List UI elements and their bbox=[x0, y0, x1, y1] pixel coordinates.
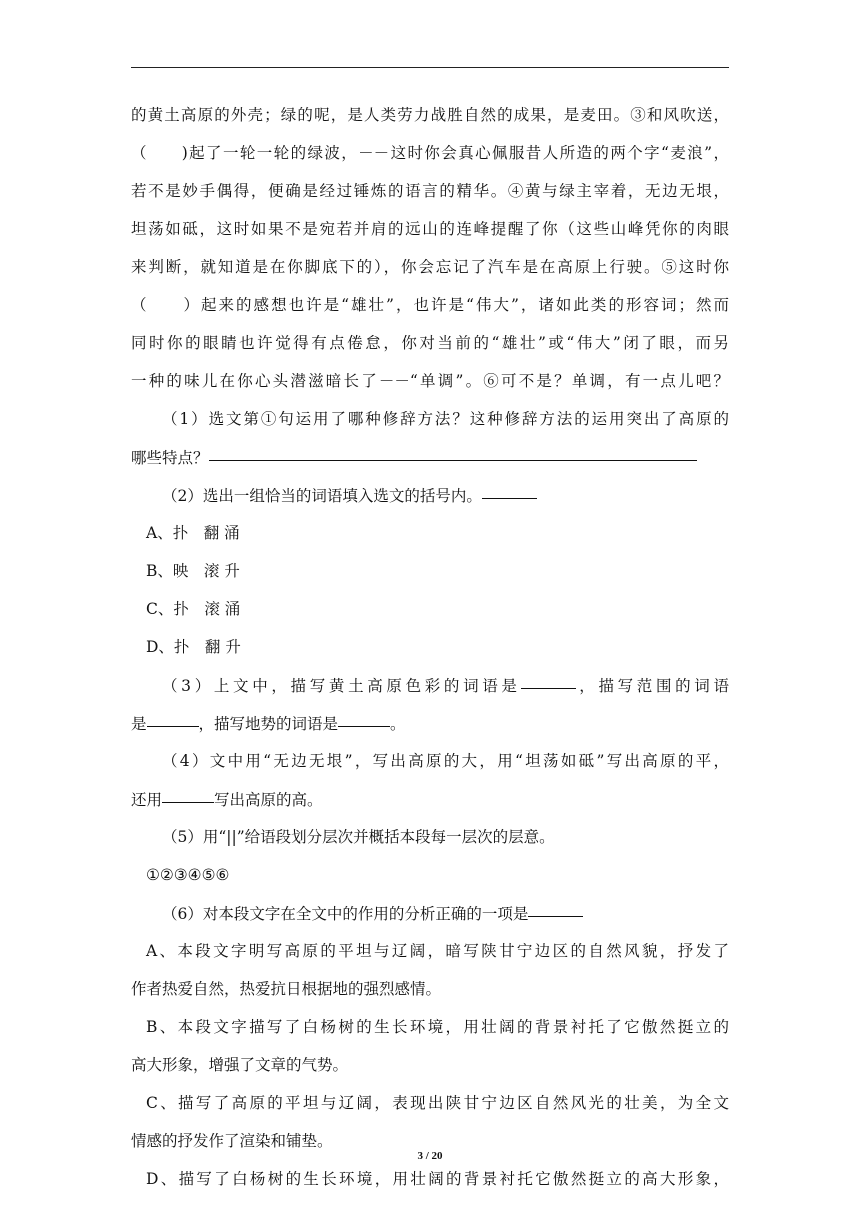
question-3-line-2 bbox=[131, 704, 729, 742]
passage-line: 同时你的眼睛也许觉得有点倦怠，你对当前的“雄壮”或“伟大”闭了眼，而另 bbox=[131, 334, 729, 352]
question-5-stem: （5）用“||”给语段划分层次并概括本段每一层次的层意。 bbox=[162, 828, 555, 846]
answer-blank[interactable] bbox=[528, 892, 583, 917]
passage-line: （ )起了一轮一轮的绿波，－－这时你会真心佩服昔人所造的两个字“麦浪”， bbox=[131, 144, 729, 162]
question-2-stem bbox=[131, 476, 729, 514]
answer-blank[interactable] bbox=[209, 436, 697, 461]
option-d-line-1: D、描写了白杨树的生长环境，用壮阔的背景衬托它傲然挺立的高大形象， bbox=[146, 1170, 729, 1188]
option-b-line-1: B、本段文字描写了白杨树的生长环境，用壮阔的背景衬托了它傲然挺立的 bbox=[146, 1018, 729, 1036]
option-d: D、扑 翻 升 bbox=[146, 638, 241, 656]
option-a: A、扑 翻 涌 bbox=[146, 524, 240, 542]
question-1-text: 哪些特点？ bbox=[131, 449, 209, 467]
question-3-stem bbox=[131, 666, 729, 704]
sentence-sequence: ①②③④⑤⑥ bbox=[146, 866, 230, 884]
option-a-line-2: 作者热爱自然，热爱抗日根据地的强烈感情。 bbox=[131, 980, 442, 998]
answer-blank[interactable] bbox=[162, 778, 214, 803]
question-4-text: 写出高原的高。 bbox=[214, 791, 323, 809]
question-4-line-2 bbox=[131, 780, 729, 818]
page-number: 3 / 20 bbox=[417, 1150, 443, 1162]
question-3-text: 是 bbox=[131, 715, 147, 733]
option-b: B、映 滚 升 bbox=[146, 562, 240, 580]
question-3-text: ，描写范围的词语 bbox=[575, 677, 729, 695]
passage-line: 若不是妙手偶得，便确是经过锤炼的语言的精华。④黄与绿主宰着，无边无垠， bbox=[131, 182, 729, 200]
answer-blank[interactable] bbox=[147, 702, 199, 727]
question-3-text: （3）上文中，描写黄土高原色彩的词语是 bbox=[162, 677, 521, 695]
header-rule bbox=[131, 67, 729, 68]
question-4-stem: （4）文中用“无边无垠”，写出高原的大，用“坦荡如砥”写出高原的平， bbox=[162, 752, 729, 770]
question-3-text: ，描写地势的词语是 bbox=[198, 715, 339, 733]
passage-line: 一种的味儿在你心头潜滋暗长了－－“单调”。⑥可不是？单调，有一点儿吧？ bbox=[131, 372, 729, 390]
option-b-line-2: 高大形象，增强了文章的气势。 bbox=[131, 1056, 349, 1074]
question-2-text: （2）选出一组恰当的词语填入选文的括号内。 bbox=[162, 487, 482, 505]
document-body bbox=[131, 96, 729, 1198]
question-6-text: （6）对本段文字在全文中的作用的分析正确的一项是 bbox=[162, 905, 529, 923]
option-c-line-2: 情感的抒发作了渲染和铺垫。 bbox=[131, 1132, 333, 1150]
option-c: C、扑 滚 涌 bbox=[146, 600, 241, 618]
answer-blank[interactable] bbox=[521, 664, 576, 689]
option-a-line-1: A、本段文字明写高原的平坦与辽阔，暗写陕甘宁边区的自然风貌，抒发了 bbox=[146, 942, 729, 960]
passage-line: 坦荡如砥，这时如果不是宛若并肩的远山的连峰提醒了你（这些山峰凭你的肉眼 bbox=[131, 220, 729, 238]
answer-blank[interactable] bbox=[338, 702, 390, 727]
question-6-stem bbox=[131, 894, 729, 932]
question-1-stem: （1）选文第①句运用了哪种修辞方法？这种修辞方法的运用突出了高原的 bbox=[162, 410, 729, 428]
question-3-text: 。 bbox=[390, 715, 406, 733]
question-4-text: 还用 bbox=[131, 791, 163, 809]
passage-line: 的黄土高原的外壳；绿的呢，是人类劳力战胜自然的成果，是麦田。③和风吹送， bbox=[131, 106, 729, 124]
question-1-line-2 bbox=[131, 438, 729, 476]
passage-line: （ ）起来的感想也许是“雄壮”，也许是“伟大”，诸如此类的形容词；然而 bbox=[131, 296, 729, 314]
passage-line: 来判断，就知道是在你脚底下的），你会忘记了汽车是在高原上行驶。⑤这时你 bbox=[131, 258, 729, 276]
answer-blank[interactable] bbox=[482, 474, 537, 499]
option-c-line-1: C、描写了高原的平坦与辽阔，表现出陕甘宁边区自然风光的壮美，为全文 bbox=[146, 1094, 729, 1112]
